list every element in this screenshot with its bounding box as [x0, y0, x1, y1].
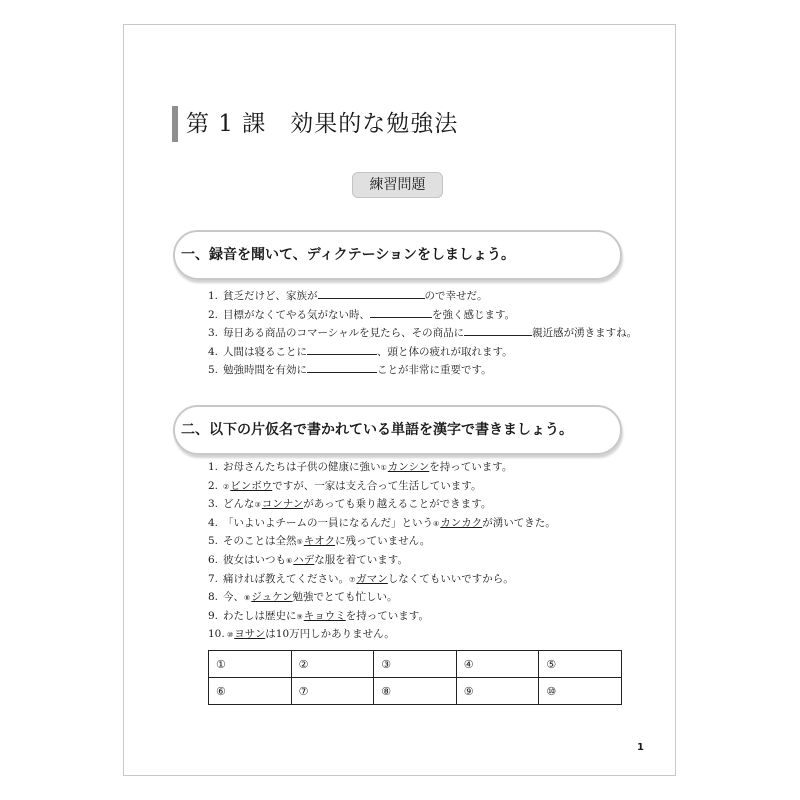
item-number: 9.: [208, 609, 219, 622]
list-item: [208, 343, 637, 362]
item-text-after: 勉強でとても忙しい。: [292, 591, 398, 604]
item-number: 4.: [208, 516, 219, 529]
katakana-word: カンカク: [440, 516, 483, 529]
katakana-word: キオク: [303, 535, 336, 548]
list-item: [208, 477, 556, 496]
item-text-before: 勉強時間を有効に: [223, 364, 307, 377]
item-number: 3.: [208, 327, 219, 340]
item-text-after: を持っています。: [345, 609, 429, 622]
list-item: [208, 458, 556, 477]
item-text-after: ですが、一家は支え合って生活しています。: [272, 479, 482, 492]
item-number: 1.: [208, 461, 219, 473]
blank-line[interactable]: [307, 362, 377, 373]
list-item: [208, 361, 637, 380]
section1-heading: 一、録音を聞いて、ディクテーションをしましょう。: [173, 230, 622, 280]
item-text-after: 親近感が湧きますね。: [532, 327, 638, 340]
dictation-list: [208, 287, 637, 380]
item-number: 8.: [208, 591, 219, 604]
item-number: 6.: [208, 553, 219, 566]
item-text-before: わたしは歴史に: [223, 609, 297, 622]
item-text-before: どんな: [223, 498, 255, 511]
item-number: 5.: [208, 535, 219, 548]
item-marker: ⑥: [286, 556, 293, 565]
answer-row: [209, 651, 622, 678]
answer-cell[interactable]: ⑧: [374, 678, 457, 705]
katakana-word: ハデ: [293, 553, 315, 566]
item-text-after: を強く感じます。: [432, 308, 516, 321]
item-marker: ⑧: [244, 594, 251, 603]
item-number: 7.: [208, 572, 219, 585]
katakana-word: コンナン: [261, 498, 304, 511]
list-item: [208, 532, 556, 551]
kanji-list: [208, 458, 556, 644]
list-item: [208, 514, 556, 533]
item-marker: ⑤: [296, 538, 303, 547]
lesson-title: 第 1 課 効果的な勉強法: [172, 106, 458, 142]
item-text-before: 「いよいよチームの一員になるんだ」という: [223, 516, 433, 529]
item-text-before: 今、: [223, 591, 244, 604]
answer-cell[interactable]: ③: [374, 651, 457, 678]
item-marker: ③: [254, 501, 261, 510]
list-item: [208, 287, 637, 306]
list-item: [208, 570, 556, 589]
answer-cell[interactable]: ⑨: [456, 678, 539, 705]
item-text-after: 、頭と体の疲れが取れます。: [377, 345, 513, 358]
list-item: [208, 306, 637, 325]
item-text-after: ので幸せだ。: [424, 290, 488, 302]
item-text-after: しなくてもいいですから。: [387, 572, 514, 585]
item-text-before: 目標がなくてやる気がない時、: [223, 308, 370, 321]
item-text-after: が湧いてきた。: [482, 516, 556, 529]
blank-line[interactable]: [307, 344, 377, 355]
item-text-before: 毎日ある商品のコマーシャルを見たら、その商品に: [223, 327, 465, 340]
blank-line[interactable]: [318, 288, 425, 299]
answer-cell[interactable]: ⑤: [539, 651, 622, 678]
section2-heading: 二、以下の片仮名で書かれている単語を漢字で書きましょう。: [173, 405, 622, 455]
answer-table: [208, 650, 622, 705]
list-item: [208, 607, 556, 626]
list-item: [208, 324, 637, 343]
answer-row: [209, 678, 622, 705]
answer-cell[interactable]: ⑩: [539, 678, 622, 705]
item-text-before: お母さんたちは子供の健康に強い: [223, 461, 381, 473]
item-text-after: ことが非常に重要です。: [377, 364, 492, 377]
item-number: 1.: [208, 290, 219, 302]
list-item: [208, 495, 556, 514]
item-marker: ⑦: [349, 575, 356, 584]
item-number: 4.: [208, 345, 219, 358]
item-marker: ④: [433, 519, 440, 528]
item-text-before: 彼女はいつも: [223, 553, 286, 566]
katakana-word: ヨサン: [234, 628, 266, 641]
list-item: [208, 625, 556, 644]
answer-cell[interactable]: ①: [209, 651, 292, 678]
item-number: 10.: [208, 628, 225, 641]
item-text-before: 人間は寝ることに: [223, 345, 307, 358]
item-text-before: 痛ければ教えてください。: [223, 572, 349, 585]
item-text-after: は10万円しかありません。: [265, 628, 395, 641]
answer-cell[interactable]: ⑦: [291, 678, 374, 705]
answer-cell[interactable]: ④: [456, 651, 539, 678]
item-number: 5.: [208, 364, 219, 377]
item-marker: ①: [380, 464, 387, 472]
item-text-after: に残っていません。: [335, 535, 431, 548]
blank-line[interactable]: [464, 325, 532, 336]
item-number: 2.: [208, 479, 219, 492]
exercise-label: 練習問題: [352, 172, 443, 198]
item-marker: ②: [223, 482, 230, 491]
item-text-before: そのことは全然: [223, 535, 297, 548]
item-marker: ⑨: [296, 612, 303, 621]
katakana-word: キョウミ: [303, 609, 346, 622]
list-item: [208, 551, 556, 570]
katakana-word: ビンボウ: [230, 479, 273, 492]
answer-cell[interactable]: ⑥: [209, 678, 292, 705]
item-text-after: を持っています。: [429, 461, 513, 473]
list-item: [208, 588, 556, 607]
katakana-word: ジュケン: [251, 591, 293, 604]
item-number: 3.: [208, 498, 219, 511]
item-text-before: 貧乏だけど、家族が: [223, 290, 318, 302]
item-text-after: な服を着ています。: [314, 553, 408, 566]
page-number: 1: [637, 742, 644, 753]
item-number: 2.: [208, 308, 219, 321]
item-text-after: があっても乗り越えることができます。: [303, 498, 492, 511]
katakana-word: カンシン: [387, 461, 430, 473]
katakana-word: ガマン: [356, 572, 388, 585]
answer-cell[interactable]: ②: [291, 651, 374, 678]
item-marker: ⑩: [227, 631, 234, 640]
blank-line[interactable]: [370, 307, 432, 318]
